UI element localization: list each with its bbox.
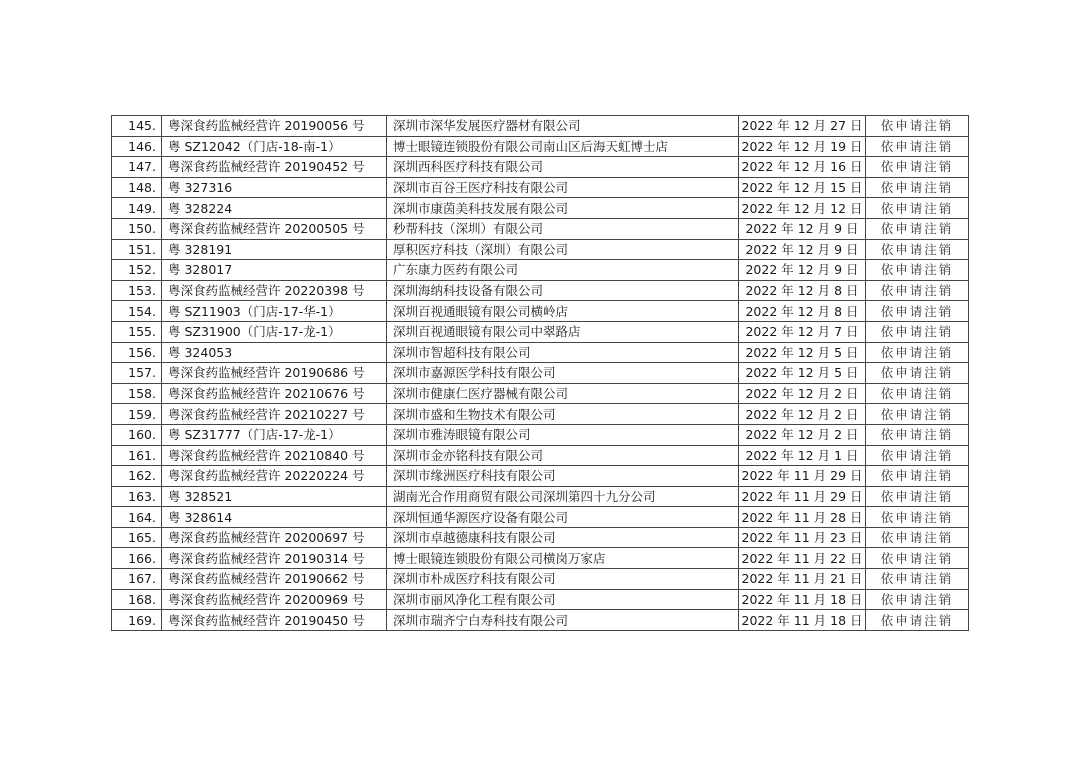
table-row	[112, 260, 969, 281]
table-row	[112, 404, 969, 425]
license-number: 粤深食药监械经营许 20200969 号	[162, 589, 387, 610]
license-number: 粤深食药监械经营许 20190314 号	[162, 548, 387, 569]
record-number: 148.	[112, 177, 162, 198]
license-number: 粤 SZ31777（门店-17-龙-1）	[162, 424, 387, 445]
table-row	[112, 342, 969, 363]
table-row	[112, 218, 969, 239]
record-number: 160.	[112, 424, 162, 445]
table-row	[112, 177, 969, 198]
record-number: 156.	[112, 342, 162, 363]
cancellation-status: 依申请注销	[866, 610, 969, 631]
table-row	[112, 445, 969, 466]
license-number: 粤深食药监械经营许 20210676 号	[162, 383, 387, 404]
cancellation-status: 依申请注销	[866, 363, 969, 384]
cancellation-date: 2022 年 11 月 18 日	[739, 610, 866, 631]
cancellation-status: 依申请注销	[866, 136, 969, 157]
table-row	[112, 507, 969, 528]
company-name: 深圳市康茵美科技发展有限公司	[387, 198, 739, 219]
company-name: 深圳市智超科技有限公司	[387, 342, 739, 363]
company-name: 深圳市深华发展医疗器材有限公司	[387, 116, 739, 137]
record-number: 166.	[112, 548, 162, 569]
license-number: 粤 SZ12042（门店-18-南-1）	[162, 136, 387, 157]
cancellation-date: 2022 年 11 月 23 日	[739, 527, 866, 548]
cancellation-status: 依申请注销	[866, 589, 969, 610]
cancellation-status: 依申请注销	[866, 239, 969, 260]
company-name: 湖南光合作用商贸有限公司深圳第四十九分公司	[387, 486, 739, 507]
cancellation-date: 2022 年 11 月 21 日	[739, 569, 866, 590]
cancellation-status: 依申请注销	[866, 260, 969, 281]
cancellation-date: 2022 年 11 月 29 日	[739, 466, 866, 487]
table-row	[112, 157, 969, 178]
company-name: 深圳市雅涛眼镜有限公司	[387, 424, 739, 445]
record-number: 162.	[112, 466, 162, 487]
cancellation-date: 2022 年 12 月 5 日	[739, 363, 866, 384]
license-number: 粤 SZ31900（门店-17-龙-1）	[162, 321, 387, 342]
record-number: 149.	[112, 198, 162, 219]
cancellation-date: 2022 年 12 月 9 日	[739, 239, 866, 260]
cancellation-table	[111, 115, 969, 631]
license-number: 粤深食药监械经营许 20190662 号	[162, 569, 387, 590]
company-name: 深圳市缘洲医疗科技有限公司	[387, 466, 739, 487]
cancellation-status: 依申请注销	[866, 404, 969, 425]
cancellation-status: 依申请注销	[866, 301, 969, 322]
company-name: 深圳市瑞齐宁白寿科技有限公司	[387, 610, 739, 631]
table-row	[112, 527, 969, 548]
cancellation-date: 2022 年 12 月 1 日	[739, 445, 866, 466]
cancellation-status: 依申请注销	[866, 466, 969, 487]
cancellation-status: 依申请注销	[866, 424, 969, 445]
company-name: 深圳市金亦铭科技有限公司	[387, 445, 739, 466]
table-row	[112, 136, 969, 157]
company-name: 深圳西科医疗科技有限公司	[387, 157, 739, 178]
cancellation-date: 2022 年 11 月 29 日	[739, 486, 866, 507]
record-number: 169.	[112, 610, 162, 631]
company-name: 深圳恒通华源医疗设备有限公司	[387, 507, 739, 528]
cancellation-status: 依申请注销	[866, 342, 969, 363]
cancellation-status: 依申请注销	[866, 157, 969, 178]
company-name: 厚积医疗科技（深圳）有限公司	[387, 239, 739, 260]
table-row	[112, 363, 969, 384]
record-number: 153.	[112, 280, 162, 301]
table-row	[112, 589, 969, 610]
table-row	[112, 486, 969, 507]
company-name: 深圳市卓越德康科技有限公司	[387, 527, 739, 548]
license-number: 粤深食药监械经营许 20200697 号	[162, 527, 387, 548]
cancellation-status: 依申请注销	[866, 116, 969, 137]
license-number: 粤深食药监械经营许 20190452 号	[162, 157, 387, 178]
license-number: 粤深食药监械经营许 20190450 号	[162, 610, 387, 631]
cancellation-status: 依申请注销	[866, 486, 969, 507]
company-name: 秒帮科技（深圳）有限公司	[387, 218, 739, 239]
license-number: 粤 328521	[162, 486, 387, 507]
record-number: 159.	[112, 404, 162, 425]
company-name: 深圳海纳科技设备有限公司	[387, 280, 739, 301]
record-number: 158.	[112, 383, 162, 404]
table-row	[112, 424, 969, 445]
company-name: 深圳市朴成医疗科技有限公司	[387, 569, 739, 590]
cancellation-status: 依申请注销	[866, 445, 969, 466]
table-body	[112, 116, 969, 631]
record-number: 157.	[112, 363, 162, 384]
cancellation-date: 2022 年 11 月 28 日	[739, 507, 866, 528]
cancellation-status: 依申请注销	[866, 218, 969, 239]
table-row	[112, 569, 969, 590]
record-number: 154.	[112, 301, 162, 322]
table-row	[112, 239, 969, 260]
license-number: 粤深食药监械经营许 20190686 号	[162, 363, 387, 384]
cancellation-date: 2022 年 12 月 12 日	[739, 198, 866, 219]
table-row	[112, 610, 969, 631]
cancellation-date: 2022 年 12 月 7 日	[739, 321, 866, 342]
record-number: 150.	[112, 218, 162, 239]
license-number: 粤 328191	[162, 239, 387, 260]
license-number: 粤 328224	[162, 198, 387, 219]
license-number: 粤深食药监械经营许 20210840 号	[162, 445, 387, 466]
cancellation-status: 依申请注销	[866, 507, 969, 528]
record-number: 161.	[112, 445, 162, 466]
license-number: 粤 328614	[162, 507, 387, 528]
record-number: 165.	[112, 527, 162, 548]
company-name: 深圳市嘉源医学科技有限公司	[387, 363, 739, 384]
cancellation-date: 2022 年 12 月 5 日	[739, 342, 866, 363]
record-number: 168.	[112, 589, 162, 610]
table-row	[112, 301, 969, 322]
license-number: 粤深食药监械经营许 20200505 号	[162, 218, 387, 239]
company-name: 深圳市丽风净化工程有限公司	[387, 589, 739, 610]
cancellation-status: 依申请注销	[866, 569, 969, 590]
cancellation-date: 2022 年 12 月 2 日	[739, 424, 866, 445]
cancellation-date: 2022 年 12 月 15 日	[739, 177, 866, 198]
table-row	[112, 116, 969, 137]
license-number: 粤深食药监械经营许 20220224 号	[162, 466, 387, 487]
cancellation-date: 2022 年 12 月 27 日	[739, 116, 866, 137]
table-row	[112, 321, 969, 342]
cancellation-date: 2022 年 12 月 16 日	[739, 157, 866, 178]
cancellation-date: 2022 年 12 月 8 日	[739, 301, 866, 322]
cancellation-date: 2022 年 11 月 22 日	[739, 548, 866, 569]
license-number: 粤深食药监械经营许 20210227 号	[162, 404, 387, 425]
record-number: 151.	[112, 239, 162, 260]
record-number: 145.	[112, 116, 162, 137]
cancellation-status: 依申请注销	[866, 198, 969, 219]
license-number: 粤深食药监械经营许 20220398 号	[162, 280, 387, 301]
cancellation-status: 依申请注销	[866, 280, 969, 301]
table-row	[112, 280, 969, 301]
company-name: 广东康力医药有限公司	[387, 260, 739, 281]
cancellation-date: 2022 年 12 月 9 日	[739, 218, 866, 239]
license-number: 粤深食药监械经营许 20190056 号	[162, 116, 387, 137]
license-number: 粤 327316	[162, 177, 387, 198]
cancellation-status: 依申请注销	[866, 527, 969, 548]
company-name: 深圳市盛和生物技术有限公司	[387, 404, 739, 425]
company-name: 深圳百视通眼镜有限公司横岭店	[387, 301, 739, 322]
cancellation-status: 依申请注销	[866, 383, 969, 404]
company-name: 深圳百视通眼镜有限公司中翠路店	[387, 321, 739, 342]
record-number: 146.	[112, 136, 162, 157]
cancellation-date: 2022 年 12 月 19 日	[739, 136, 866, 157]
cancellation-status: 依申请注销	[866, 548, 969, 569]
record-number: 163.	[112, 486, 162, 507]
company-name: 深圳市健康仁医疗器械有限公司	[387, 383, 739, 404]
table-row	[112, 466, 969, 487]
cancellation-date: 2022 年 12 月 2 日	[739, 404, 866, 425]
cancellation-date: 2022 年 12 月 9 日	[739, 260, 866, 281]
table-row	[112, 548, 969, 569]
company-name: 博士眼镜连锁股份有限公司横岗万家店	[387, 548, 739, 569]
cancellation-date: 2022 年 12 月 8 日	[739, 280, 866, 301]
table-row	[112, 383, 969, 404]
company-name: 博士眼镜连锁股份有限公司南山区后海天虹博士店	[387, 136, 739, 157]
license-number: 粤 SZ11903（门店-17-华-1）	[162, 301, 387, 322]
table-row	[112, 198, 969, 219]
record-number: 164.	[112, 507, 162, 528]
record-number: 155.	[112, 321, 162, 342]
record-number: 167.	[112, 569, 162, 590]
license-number: 粤 328017	[162, 260, 387, 281]
cancellation-status: 依申请注销	[866, 321, 969, 342]
cancellation-status: 依申请注销	[866, 177, 969, 198]
license-number: 粤 324053	[162, 342, 387, 363]
cancellation-date: 2022 年 12 月 2 日	[739, 383, 866, 404]
company-name: 深圳市百谷王医疗科技有限公司	[387, 177, 739, 198]
cancellation-date: 2022 年 11 月 18 日	[739, 589, 866, 610]
record-number: 147.	[112, 157, 162, 178]
record-number: 152.	[112, 260, 162, 281]
